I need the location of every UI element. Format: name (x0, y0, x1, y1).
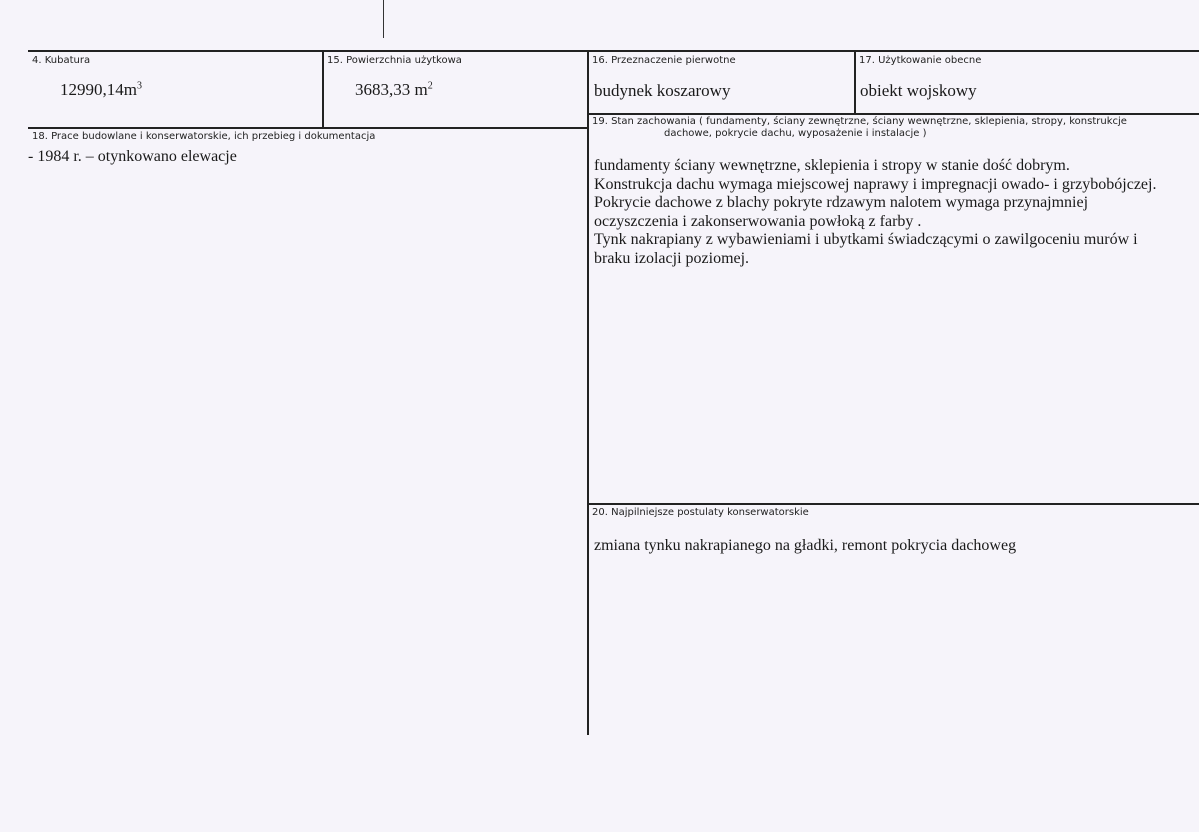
uzytkowanie-label: 17. Użytkowanie obecne (859, 55, 982, 66)
stan-label-line-2: dachowe, pokrycie dachu, wyposażenie i instalacje ) (664, 128, 927, 139)
rule-after-16-17 (587, 113, 1199, 115)
stan-line-4: oczyszczenia i zakonserwowania powłoką z farby . (594, 212, 922, 230)
przeznaczenie-label: 16. Przeznaczenie pierwotne (592, 55, 736, 66)
stan-label-line-1: 19. Stan zachowania ( fundamenty, ściany zewnętrzne, ściany wewnętrzne, sklepienia, stropy, konstrukcje (592, 116, 1127, 127)
rule-after-4-15 (28, 127, 589, 129)
stan-line-2: Konstrukcja dachu wymaga miejscowej naprawy i impregnacji owado- i grzybobójczej. (594, 175, 1157, 193)
divider-16-17 (854, 50, 856, 114)
stan-text (594, 157, 1156, 268)
postulaty-value: zmiana tynku nakrapianego na gładki, remont pokrycia dachoweg (594, 537, 1017, 554)
top-rule (28, 50, 1199, 52)
prace-label: 18. Prace budowlane i konserwatorskie, ich przebieg i dokumentacja (32, 131, 376, 142)
stan-line-6: braku izolacji poziomej. (594, 249, 750, 267)
powierzchnia-unit-exponent: 2 (427, 80, 433, 92)
powierzchnia-value (355, 80, 433, 100)
powierzchnia-number: 3683,33 m (355, 80, 428, 99)
powierzchnia-label: 15. Powierzchnia użytkowa (327, 55, 462, 66)
stan-line-5: Tynk nakrapiany z wybawieniami i ubytkami świadczącymi o zawilgoceniu murów i (594, 231, 1138, 248)
postulaty-label: 20. Najpilniejsze postulaty konserwatorskie (592, 507, 809, 518)
kubatura-unit-exponent: 3 (136, 80, 142, 92)
stan-line-3: Pokrycie dachowe z blachy pokryte rdzawym nalotem wymaga przynajmniej (594, 194, 1089, 211)
divider-main (587, 50, 589, 735)
rule-before-20 (587, 503, 1199, 505)
kubatura-value (60, 80, 142, 100)
stan-line-1: fundamenty ściany wewnętrzne, sklepienia i stropy w stanie dość dobrym. (594, 157, 1070, 174)
top-divider-tick (383, 0, 384, 38)
prace-value: - 1984 r. – otynkowano elewacje (28, 148, 237, 165)
divider-4-15 (322, 50, 324, 128)
kubatura-number: 12990,14m (60, 80, 137, 99)
przeznaczenie-value: budynek koszarowy (594, 81, 731, 100)
stan-label (592, 116, 1127, 140)
uzytkowanie-value: obiekt wojskowy (860, 81, 977, 100)
kubatura-label: 4. Kubatura (32, 55, 91, 66)
